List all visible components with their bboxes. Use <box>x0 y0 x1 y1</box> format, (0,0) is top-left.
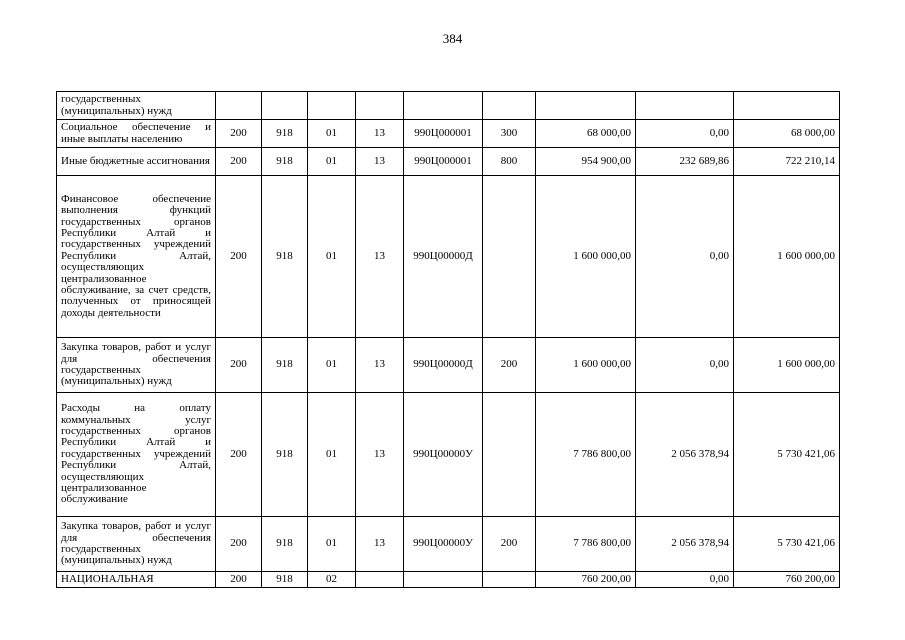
target-item-code: 990Ц000001 <box>404 120 483 148</box>
subsection-code: 13 <box>356 517 404 572</box>
planned-amount: 1 600 000,00 <box>536 338 636 393</box>
grbs-code: 918 <box>262 393 308 517</box>
row-name: Иные бюджетные ассигнования <box>57 148 216 176</box>
table-row <box>57 338 840 393</box>
executed-amount: 232 689,86 <box>636 148 734 176</box>
section-code: 01 <box>308 338 356 393</box>
grbs-code: 918 <box>262 517 308 572</box>
section-code: 01 <box>308 120 356 148</box>
remaining-amount: 5 730 421,06 <box>734 393 840 517</box>
admin-code: 200 <box>216 148 262 176</box>
remaining-amount: 5 730 421,06 <box>734 517 840 572</box>
target-item-code <box>404 92 483 120</box>
executed-amount: 0,00 <box>636 120 734 148</box>
row-name: Социальное обеспечение и иные выплаты населению <box>57 120 216 148</box>
grbs-code <box>262 92 308 120</box>
row-name: Расходы на оплату коммунальных услуг государственных органов Республики Алтай и государственных учреждений Республики Алтай, осуществляющих централизованное обслуживание <box>57 393 216 517</box>
remaining-amount: 722 210,14 <box>734 148 840 176</box>
budget-execution-table <box>56 91 840 588</box>
admin-code <box>216 92 262 120</box>
target-item-code: 990Ц00000У <box>404 517 483 572</box>
planned-amount: 1 600 000,00 <box>536 176 636 338</box>
grbs-code: 918 <box>262 338 308 393</box>
table-row <box>57 572 840 588</box>
expense-type-code <box>483 572 536 588</box>
table-row <box>57 393 840 517</box>
planned-amount: 760 200,00 <box>536 572 636 588</box>
executed-amount: 2 056 378,94 <box>636 517 734 572</box>
page-number: 384 <box>442 31 463 46</box>
grbs-code: 918 <box>262 148 308 176</box>
subsection-code: 13 <box>356 148 404 176</box>
subsection-code: 13 <box>356 120 404 148</box>
table-row <box>57 176 840 338</box>
target-item-code: 990Ц00000Д <box>404 338 483 393</box>
section-code: 02 <box>308 572 356 588</box>
executed-amount: 0,00 <box>636 176 734 338</box>
section-code: 01 <box>308 176 356 338</box>
expense-type-code <box>483 393 536 517</box>
table-row <box>57 517 840 572</box>
section-code: 01 <box>308 517 356 572</box>
expense-type-code <box>483 176 536 338</box>
table-row <box>57 92 840 120</box>
expense-type-code: 300 <box>483 120 536 148</box>
planned-amount: 954 900,00 <box>536 148 636 176</box>
admin-code: 200 <box>216 176 262 338</box>
executed-amount: 0,00 <box>636 572 734 588</box>
subsection-code: 13 <box>356 176 404 338</box>
planned-amount: 68 000,00 <box>536 120 636 148</box>
section-code <box>308 92 356 120</box>
grbs-code: 918 <box>262 120 308 148</box>
remaining-amount: 760 200,00 <box>734 572 840 588</box>
subsection-code <box>356 92 404 120</box>
planned-amount <box>536 92 636 120</box>
planned-amount: 7 786 800,00 <box>536 393 636 517</box>
remaining-amount: 1 600 000,00 <box>734 176 840 338</box>
executed-amount <box>636 92 734 120</box>
table-row <box>57 148 840 176</box>
executed-amount: 0,00 <box>636 338 734 393</box>
planned-amount: 7 786 800,00 <box>536 517 636 572</box>
admin-code: 200 <box>216 338 262 393</box>
target-item-code: 990Ц000001 <box>404 148 483 176</box>
target-item-code: 990Ц00000Д <box>404 176 483 338</box>
subsection-code: 13 <box>356 393 404 517</box>
remaining-amount: 68 000,00 <box>734 120 840 148</box>
remaining-amount <box>734 92 840 120</box>
expense-type-code <box>483 92 536 120</box>
expense-type-code: 800 <box>483 148 536 176</box>
row-name: Закупка товаров, работ и услуг для обеспечения государственных (муниципальных) нужд <box>57 517 216 572</box>
section-code: 01 <box>308 393 356 517</box>
row-name: государственных (муниципальных) нужд <box>57 92 216 120</box>
admin-code: 200 <box>216 120 262 148</box>
subsection-code: 13 <box>356 338 404 393</box>
subsection-code <box>356 572 404 588</box>
admin-code: 200 <box>216 572 262 588</box>
admin-code: 200 <box>216 517 262 572</box>
grbs-code: 918 <box>262 572 308 588</box>
remaining-amount: 1 600 000,00 <box>734 338 840 393</box>
executed-amount: 2 056 378,94 <box>636 393 734 517</box>
target-item-code: 990Ц00000У <box>404 393 483 517</box>
row-name: Финансовое обеспечение выполнения функций государственных органов Республики Алтай и государственных учреждений Республики Алтай, осуществляющих централизованное обслуживание, за счет средств, полученных от приносящей доходы деятельности <box>57 176 216 338</box>
grbs-code: 918 <box>262 176 308 338</box>
target-item-code <box>404 572 483 588</box>
table-row <box>57 120 840 148</box>
expense-type-code: 200 <box>483 517 536 572</box>
admin-code: 200 <box>216 393 262 517</box>
row-name: НАЦИОНАЛЬНАЯ <box>57 572 216 588</box>
row-name: Закупка товаров, работ и услуг для обеспечения государственных (муниципальных) нужд <box>57 338 216 393</box>
expense-type-code: 200 <box>483 338 536 393</box>
section-code: 01 <box>308 148 356 176</box>
